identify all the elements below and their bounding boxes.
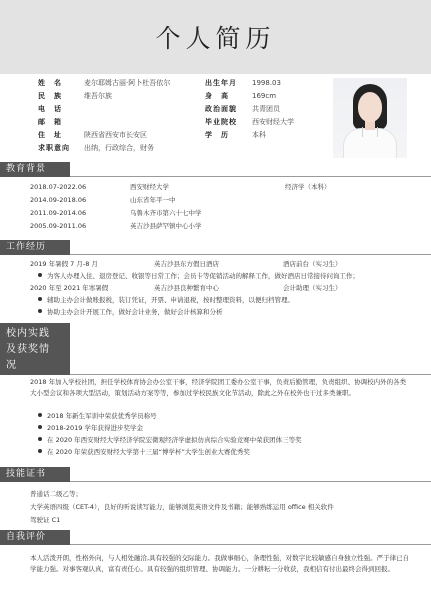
- campus-heading: 校内实践 及获奖情 况: [0, 323, 70, 375]
- self-eval-paragraph: 本人活泼开朗，性格外向，与人相处融洽,具有较强的交际能力。我做事细心，条理性强，对数字比较敏感自身独立性强。严于律已自学能力强。对事客观认真，富有责任心。具有较强的组织管理、协调能力。一分耕耘一分收获，我相信有付出最终会得到回报。: [30, 554, 410, 573]
- job-org: 英吉沙县东方假日酒店: [154, 260, 219, 268]
- award-item: 在 2020 年荣获西安财经大学第十三届“博学杯”大学生创业大赛优秀奖: [38, 447, 250, 457]
- skills-header: [0, 467, 431, 482]
- job-period: 2020 年至 2021 年寒暑假: [30, 284, 109, 292]
- info-label: 政治面貌: [205, 105, 237, 113]
- education-period: 2011.09-2014.06: [30, 209, 87, 217]
- skill-line: 驾驶证 C1: [30, 516, 61, 524]
- job-period: 2019 年暑假 7 月-8 月: [30, 260, 98, 268]
- education-heading: 教育背景: [0, 162, 70, 177]
- info-value: 共青团员: [252, 105, 280, 113]
- title-banner: [0, 0, 431, 74]
- info-label: 电 话: [38, 105, 62, 113]
- education-school: 山东省年平一中: [130, 196, 176, 204]
- job-bullet: 为客人办理入住、退房登记、收银等日常工作；会员卡等促销活动的解释工作，做好酒店日常接待问询工作；: [38, 271, 359, 281]
- education-school: 西安财经大学: [130, 183, 169, 191]
- info-value: 维吾尔族: [84, 92, 112, 100]
- bullet-icon: [38, 449, 42, 453]
- education-period: 2018.07-2022.06: [30, 183, 87, 191]
- job-role: 会计助理（实习生）: [283, 284, 342, 292]
- info-label: 邮 箱: [38, 118, 62, 126]
- info-label: 出生年月: [205, 79, 237, 87]
- award-item: 2018 年新生军训中荣获优秀学员称号: [38, 411, 157, 421]
- info-value: 西安财经大学: [252, 118, 294, 126]
- info-label: 身 高: [205, 92, 229, 100]
- work-heading: 工作经历: [0, 240, 70, 255]
- bullet-icon: [38, 309, 42, 313]
- skills-heading: 技能证书: [0, 467, 70, 482]
- education-major: 经济学（本科）: [285, 183, 331, 191]
- education-period: 2005.09-2011.06: [30, 222, 87, 230]
- info-value: 陕西省西安市长安区: [84, 131, 147, 139]
- bullet-icon: [38, 425, 42, 429]
- award-item: 在 2020 年西安财经大学经济学院宏微观经济学虚拟仿真综合实验竞赛中荣获团体三等奖: [38, 435, 302, 445]
- info-label: 毕业院校: [205, 118, 237, 126]
- info-label: 民 族: [38, 92, 62, 100]
- bullet-icon: [38, 437, 42, 441]
- campus-paragraph: 2018 年加入学校社团，担任学校体育协会办公室干事，经济学院团工委办公室干事，负责后勤管理，负责组织、协调校内外的各类大小型会议和各项大型活动，策划活动方案等等，参加过学校民族文化节活动，除此之外在校外也干过多类兼职。: [30, 378, 407, 397]
- info-label: 求职意向: [38, 144, 70, 152]
- education-school: 乌鲁木齐市第六十七中学: [130, 209, 202, 217]
- info-value: 1998.03: [252, 79, 281, 87]
- self-eval-heading: 自我评价: [0, 530, 70, 545]
- info-value: 出纳，行政综合，财务: [84, 144, 154, 152]
- award-item: 2018-2019 学年获得进步奖学金: [38, 423, 143, 433]
- job-bullet: 辅助主办会计做账报税，装订凭证，开票、申请退税，按时整理资料，以便归档管理。: [38, 295, 294, 305]
- education-school: 英吉沙县萨罕镇中心小学: [130, 222, 202, 230]
- info-value: 169cm: [252, 92, 277, 100]
- education-period: 2014.09-2018.06: [30, 196, 87, 204]
- bullet-icon: [38, 413, 42, 417]
- work-header: [0, 240, 431, 255]
- info-label: 住 址: [38, 131, 62, 139]
- profile-photo: [333, 78, 407, 158]
- info-label: 姓 名: [38, 79, 62, 87]
- job-bullet: 协助主办会计开展工作，做好会计业务，做好会计核算和分析: [38, 307, 223, 317]
- bullet-icon: [38, 297, 42, 301]
- education-header: [0, 162, 431, 177]
- job-org: 英吉沙县良种繁育中心: [154, 284, 219, 292]
- bullet-icon: [38, 273, 42, 277]
- job-role: 酒店前台（实习生）: [283, 260, 342, 268]
- skill-line: 大学英语四级（CET-4），良好的听说读写能力，能够浏览英语文件及书籍；能够熟练运用 office 相关软件: [30, 503, 334, 511]
- info-label: 学 历: [205, 131, 229, 139]
- info-value: 麦尔耶姆古丽·阿卜杜吾依尔: [84, 79, 171, 87]
- page-title: 个人简历: [155, 24, 276, 53]
- skill-line: 普通话二级乙等；: [30, 490, 82, 498]
- self-eval-header: [0, 530, 431, 545]
- campus-rule: [70, 374, 431, 375]
- info-value: 本科: [252, 131, 266, 139]
